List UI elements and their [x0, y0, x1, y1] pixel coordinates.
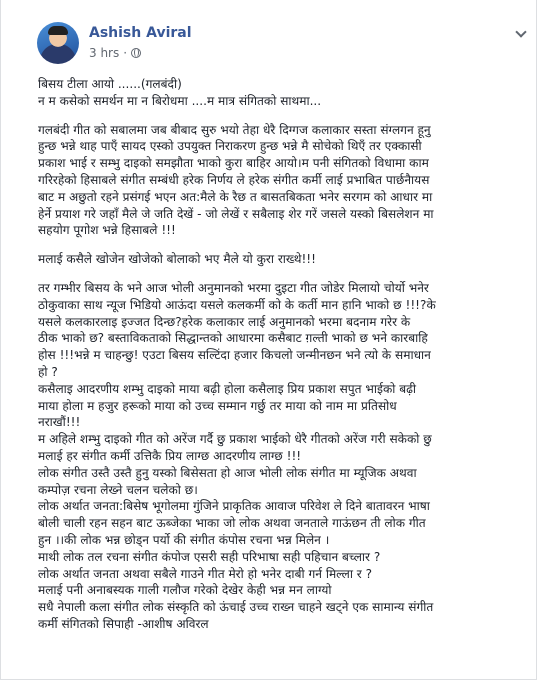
post-text-line: प्रकाश भाई र सम्भु दाइको समझौता भाको कुरा बाहिर आयो।म पनी संगितको विधामा काम	[38, 156, 429, 171]
post-text-line: बिसय टीला आयो ......(गलबंदी)	[38, 77, 182, 91]
post-text-line: नराखौं!!!	[38, 415, 81, 430]
post-text-line: हुन ।।की लोक भन्न छोड्न पर्यो की संगीत कंपोस रचना भन्न मिलेन ।	[38, 532, 330, 547]
post-paragraph	[38, 251, 523, 268]
post-text-line: मलाई पनी अनाबस्यक गाली गलौज गरेको देखेर केही भन्न मन लाग्यो	[38, 583, 332, 598]
post-time[interactable]: 3 hrs	[89, 46, 120, 60]
post-paragraph	[38, 76, 523, 110]
post-text-line: न म कसेको समर्थन मा न बिरोधमा ....म मात्र संगितको साथमा...	[38, 93, 322, 108]
post-text-line: गरिरहेको हिसाबले संगीत सम्बंधी हरेक निर्णय ले हरेक संगीत कर्मी लाई प्रभाबित पार्छनैायस	[38, 172, 430, 187]
avatar[interactable]	[37, 22, 79, 64]
post-text-line: बाट म अछुतो रहने प्रसंगई भएन अत:मैले के रैछ त बासतबिकता भनेर सरगम को आधार मा	[38, 189, 433, 204]
post-text-line: लोक संगीत उस्तै उस्तै हुनु यस्को बिसेसता हो आज भोली लोक संगीत मा म्यूजिक अथवा	[38, 465, 417, 480]
post-header	[37, 22, 527, 66]
post-text-line: मलाई हर संगीत कर्मी उत्तिकै प्रिय लाग्छ आदरणीय लाग्छ !!!	[38, 448, 302, 463]
globe-icon[interactable]	[131, 48, 141, 58]
post-text-line: कसैलाइ आदरणीय शम्भु दाइको माया बढ़ी होला कसैलाइ प्रिय प्रकाश सपुत भाईको बढ़ी	[38, 381, 417, 396]
post-text-line: हो ?	[38, 364, 58, 379]
post-text-line: कम्पोज़ रचना लेख्ने चलन चलेको छ।	[38, 482, 198, 497]
post-text-line: म अहिले शम्भु दाइको गीत को अरेंज गर्दै छु प्रकाश भाईको धेरै गीतको अरेंज गरी सकेको छु	[38, 432, 432, 447]
post-text-line: हुन्छ भन्ने थाह पाएँ सायद एस्को उपयुक्त निराकरण हुन्छ भन्ने मै सोचेको थिएँ तर एक्कासी	[38, 139, 422, 154]
chevron-down-icon[interactable]	[515, 28, 527, 40]
post-paragraph	[38, 122, 523, 240]
post-text-line: तर गम्भीर बिसय के भने आज भोली अनुमानको भरमा दुइटा गीत जोडेर मिलायो चोर्यो भनेर	[38, 280, 429, 295]
post-body	[38, 76, 523, 645]
post-text-line: मलाई कसैले खोजेन खोजेको बोलाको भए मैले यो कुरा राख्थे!!!	[38, 252, 317, 267]
author-name[interactable]: Ashish Aviral	[89, 25, 192, 41]
post-text-line: माथी लोक तल रचना संगीत कंपोज एसरी सही परिभाषा सही पहिचान बच्लार ?	[38, 549, 381, 564]
post-text-line: ठोकुवाका साथ न्यूज भिडियो आऊंदा यसले कलकर्मी को के कर्ती मान हानि भाको छ !!!?के	[38, 297, 436, 312]
post-text-line: ठीक भाको छ? बस्ताविकताको सिद्धान्तको आधारमा कसैबाट ग़ल्ती भाको छ भने कारबाहि	[38, 331, 428, 346]
post-text-line: गलबंदी गीत को सबालमा जब बीबाद सुरु भयो तेहा धेरै दिग्गज कलाकार सस्ता संग्लगन हूनु	[38, 122, 431, 137]
post-text-line: कर्मी संगितको सिपाही -आशीष अविरल	[38, 616, 209, 631]
post-text-line: सधै नेपाली कला संगीत लोक संस्कृति को ऊंचाई उच्च राख्न चाहने खट्ने एक सामान्य संगीत	[38, 600, 434, 615]
post-meta: 3 hrs ·	[89, 46, 141, 60]
post-text-line: बोली चाली रहन सहन बाट ऊब्जेका भाका जो लोक अथवा जनताले गाऊंछन ती लोक गीत	[38, 516, 426, 531]
post-text-line: सहयोग पूगोश भन्ने हिसाबले !!!	[38, 223, 176, 238]
post-text-line: यसले कलकारलाइ इज्जत दिन्छ?हरेक कलाकार लाई अनुमानको भरमा बदनाम गरेर के	[38, 314, 411, 329]
post-text-line: होस !!!भन्ने म चाहन्छु! एउटा बिसय सल्टिंदा हजार किचलो जन्मीनछन भने त्यो के समाधान	[38, 348, 431, 363]
post-text-line: हेर्ने प्रयाश गरे जहाँ मैले जे जति देखें - जो लेखें र सबैलाइ शेर गरें जसले यस्को बिसलेशन मा	[38, 206, 434, 221]
post-paragraph	[38, 280, 523, 633]
post-text-line: माया होला म हजुर हरूको माया को उच्च सम्मान गर्छु तर माया को नाम मा प्रतिसोध	[38, 398, 397, 413]
post-text-line: लोक अर्थात जनता अथवा सबैले गाउने गीत मेरो हो भनेर दाबी गर्न मिल्ला र ?	[38, 566, 373, 581]
post-text-line: लोक अर्थात जनता:बिसेष भूगोलमा गुंजिने प्राकृतिक आवाज परिवेश ले दिने बातावरन भाषा	[38, 499, 430, 514]
